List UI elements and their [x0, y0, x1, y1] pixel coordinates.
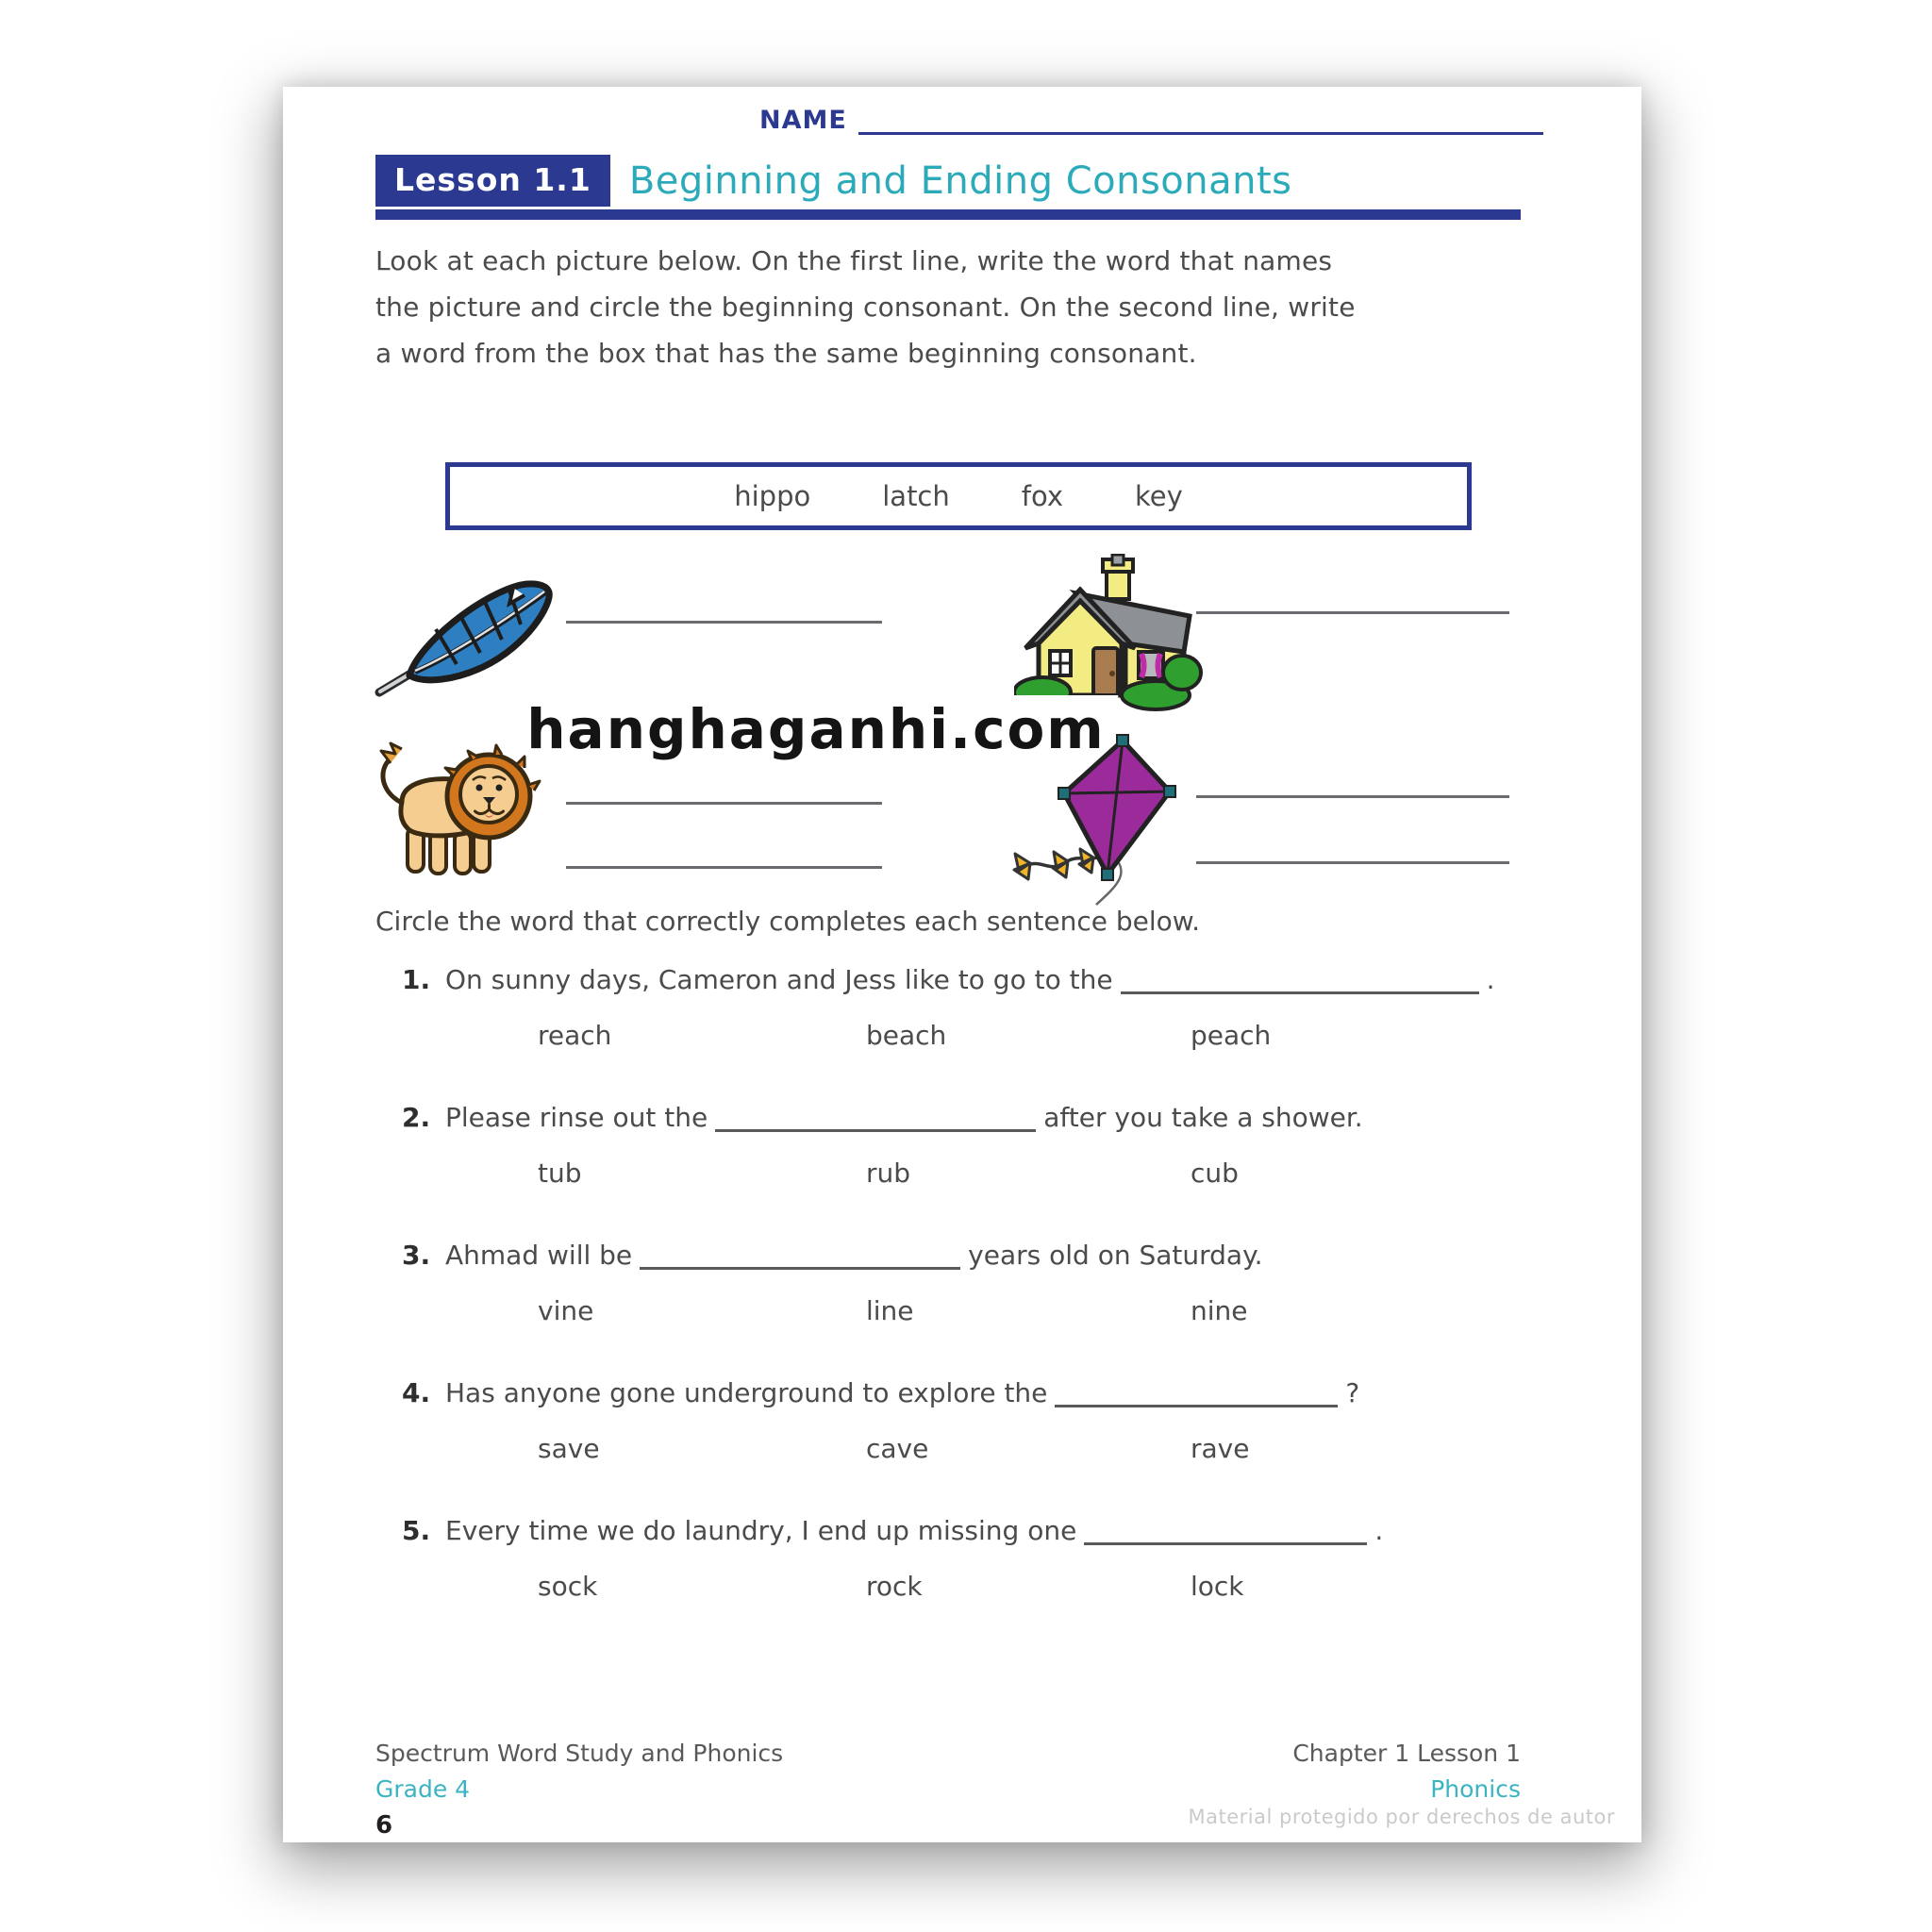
kite-answer-line-2 — [1196, 861, 1509, 864]
watermark-text: hanghaganhi.com — [513, 695, 1118, 763]
house-icon — [1014, 554, 1203, 714]
lesson-header — [375, 155, 1292, 207]
choice-word: lock — [1191, 1571, 1244, 1602]
choice-word: rave — [1191, 1433, 1250, 1464]
choices-row — [375, 1433, 1524, 1474]
sentence-text — [375, 959, 1524, 1001]
lion-answer-line-2 — [566, 866, 882, 869]
sentence-text — [375, 1235, 1524, 1276]
footer-section: Phonics — [1430, 1775, 1521, 1803]
name-write-line — [858, 107, 1543, 135]
feather-icon — [370, 570, 558, 702]
choice-word: beach — [866, 1020, 947, 1051]
choices-row — [375, 1020, 1524, 1061]
sentence-blank-line — [1055, 1381, 1338, 1407]
footer-book-title: Spectrum Word Study and Phonics — [375, 1740, 784, 1767]
sentence-item — [375, 1097, 1524, 1199]
choice-word: sock — [538, 1571, 598, 1602]
sentence-item — [375, 1235, 1524, 1337]
sentence-number: 4. — [402, 1377, 431, 1408]
instructions-paragraph — [375, 238, 1526, 376]
instructions-line: the picture and circle the beginning consonant. On the second line, write — [375, 291, 1356, 323]
lion-illustration — [368, 738, 547, 884]
lesson-badge: Lesson 1.1 — [375, 155, 610, 207]
choices-row — [375, 1571, 1524, 1612]
house-answer-line-1 — [1196, 611, 1509, 614]
title-underline-bar — [375, 209, 1521, 220]
worksheet-page — [283, 87, 1641, 1842]
lion-answer-line-1 — [566, 802, 882, 805]
choice-word: save — [538, 1433, 600, 1464]
word-bank-word: latch — [882, 480, 950, 512]
lion-icon — [368, 738, 547, 884]
sentence-text — [375, 1097, 1524, 1139]
kite-illustration — [1002, 733, 1209, 908]
kite-icon — [1002, 733, 1209, 908]
choice-word: cub — [1191, 1158, 1239, 1189]
sentence-item — [375, 1373, 1524, 1474]
choices-row — [375, 1158, 1524, 1199]
sentence-after-blank: ? — [1345, 1377, 1360, 1408]
choice-word: rub — [866, 1158, 911, 1189]
sentence-blank-line — [715, 1106, 1036, 1132]
lesson-title: Beginning and Ending Consonants — [628, 158, 1292, 203]
sentence-number: 2. — [402, 1102, 431, 1133]
sentences-list — [375, 959, 1524, 1648]
choice-word: line — [866, 1295, 914, 1326]
choice-word: vine — [538, 1295, 594, 1326]
instructions-line: a word from the box that has the same beginning consonant. — [375, 338, 1197, 369]
choice-word: peach — [1191, 1020, 1272, 1051]
sentence-before-blank: Please rinse out the — [445, 1102, 708, 1133]
choice-word: nine — [1191, 1295, 1248, 1326]
sentence-before-blank: On sunny days, Cameron and Jess like to go to the — [445, 964, 1113, 995]
sentence-after-blank: after you take a shower. — [1043, 1102, 1363, 1133]
word-bank-box — [445, 462, 1472, 530]
choice-word: cave — [866, 1433, 929, 1464]
sentence-after-blank: . — [1486, 964, 1495, 995]
footer-chapter: Chapter 1 Lesson 1 — [1292, 1740, 1521, 1767]
footer-grade: Grade 4 — [375, 1775, 471, 1803]
feather-answer-line-1 — [566, 621, 882, 624]
word-bank-word: hippo — [734, 480, 811, 512]
footer-page-number: 6 — [375, 1811, 393, 1840]
sentence-item — [375, 959, 1524, 1061]
choice-word: tub — [538, 1158, 582, 1189]
sentence-blank-line — [640, 1243, 960, 1270]
name-header — [759, 106, 1543, 135]
sentence-blank-line — [1121, 968, 1479, 994]
footer-right — [1292, 1736, 1521, 1807]
sentence-item — [375, 1510, 1524, 1612]
sentence-after-blank: years old on Saturday. — [968, 1240, 1263, 1271]
sentence-text — [375, 1373, 1524, 1414]
sentence-before-blank: Ahmad will be — [445, 1240, 633, 1271]
sentence-number: 5. — [402, 1515, 431, 1546]
house-illustration — [1014, 554, 1203, 714]
choice-word: rock — [866, 1571, 923, 1602]
feather-illustration — [370, 570, 558, 702]
word-bank-word: fox — [1021, 480, 1063, 512]
sentence-number: 3. — [402, 1240, 431, 1271]
sentence-text — [375, 1510, 1524, 1552]
sentence-number: 1. — [402, 964, 431, 995]
instructions-line: Look at each picture below. On the first line, write the word that names — [375, 245, 1333, 276]
circle-instruction: Circle the word that correctly completes each sentence below. — [375, 906, 1201, 937]
choice-word: reach — [538, 1020, 612, 1051]
sentence-after-blank: . — [1374, 1515, 1384, 1546]
sentence-blank-line — [1084, 1519, 1367, 1545]
name-label: NAME — [759, 106, 847, 135]
copyright-notice: Material protegido por derechos de autor — [1188, 1806, 1615, 1828]
kite-answer-line-1 — [1196, 795, 1509, 798]
sentence-before-blank: Has anyone gone underground to explore the — [445, 1377, 1048, 1408]
choices-row — [375, 1295, 1524, 1337]
sentence-before-blank: Every time we do laundry, I end up missing one — [445, 1515, 1077, 1546]
footer-left — [375, 1736, 783, 1843]
word-bank-word: key — [1135, 480, 1183, 512]
